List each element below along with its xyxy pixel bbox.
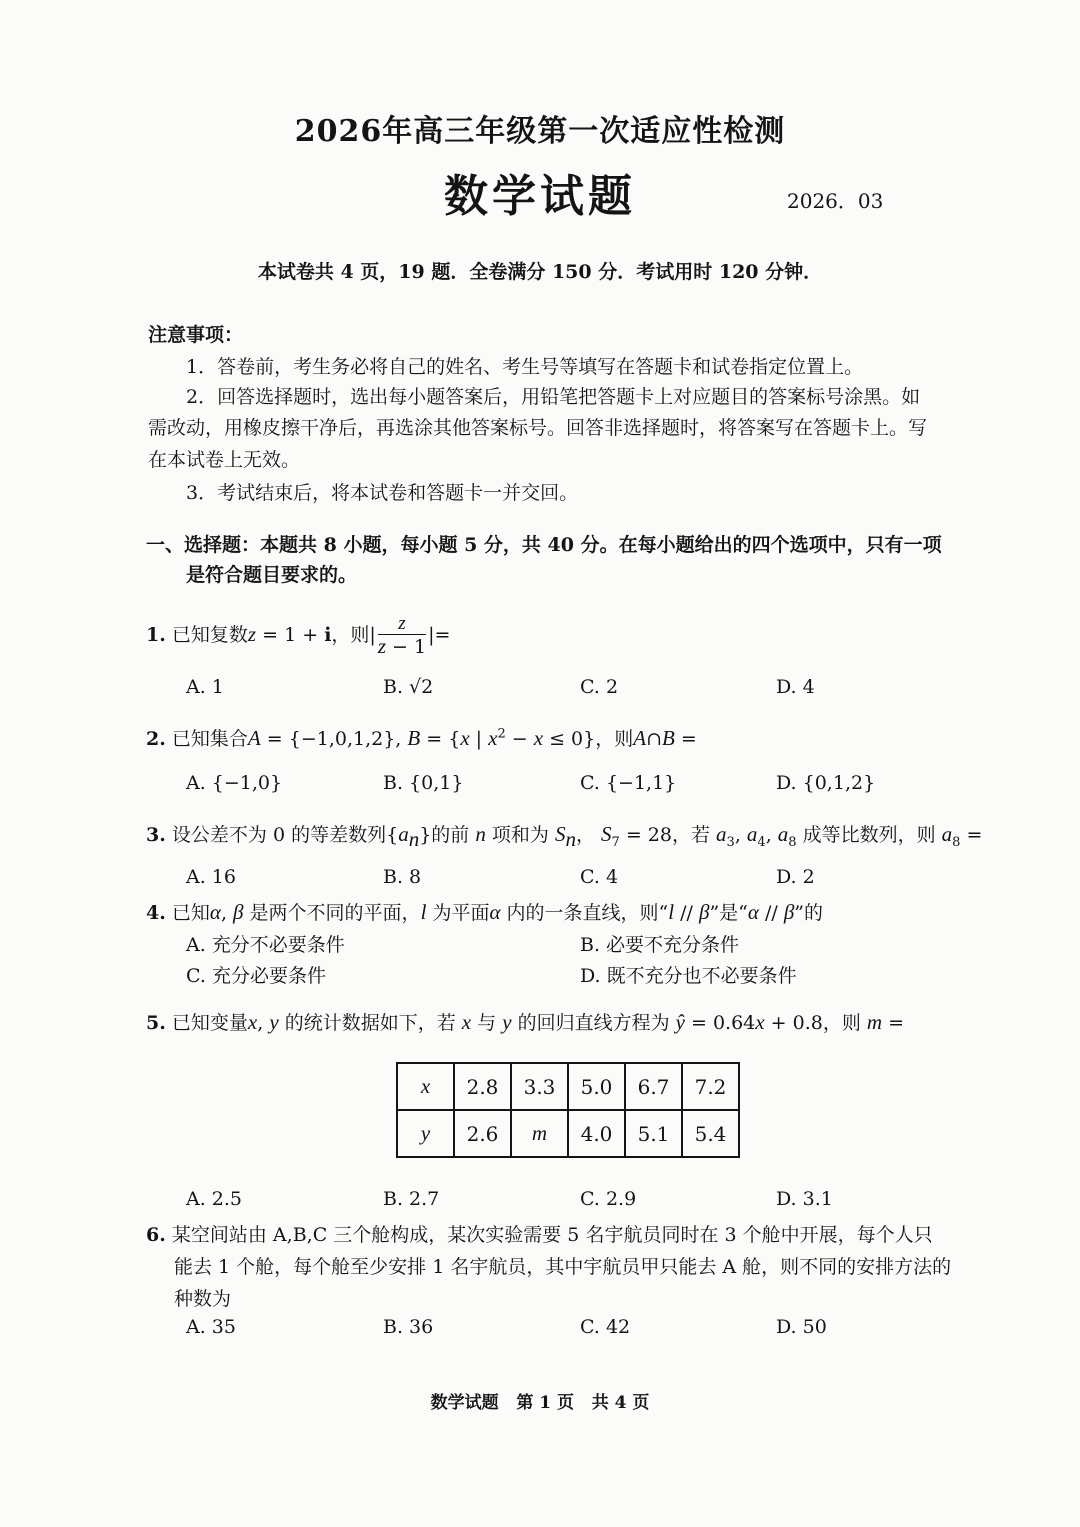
- table-cell: 2.8: [454, 1063, 511, 1110]
- q5-option-b: B. 2.7: [383, 1188, 440, 1210]
- question-6-line2: 能去 1 个舱，每个舱至少安排 1 名宇航员，其中宇航员甲只能去 A 舱，则不同的安排方法的: [174, 1256, 952, 1278]
- q1-option-a: A. 1: [186, 676, 224, 698]
- q1-option-b: B. √2: [383, 676, 434, 698]
- q6-option-a: A. 35: [186, 1316, 236, 1338]
- q4-option-c: C. 充分必要条件: [186, 965, 326, 987]
- table-cell: 5.1: [625, 1110, 682, 1157]
- table-cell: 7.2: [682, 1063, 739, 1110]
- subject-title: 数学试题: [444, 171, 636, 222]
- q1-option-d: D. 4: [776, 676, 815, 698]
- q5-option-a: A. 2.5: [186, 1188, 243, 1210]
- question-4: 4. 已知α, β 是两个不同的平面，l 为平面α 内的一条直线，则“l // β”是“α // β”的: [146, 900, 824, 924]
- note-3: 3．考试结束后，将本试卷和答题卡一并交回。: [186, 482, 579, 504]
- statistics-table: [396, 1062, 740, 1158]
- table-cell: 5.4: [682, 1110, 739, 1157]
- q6-option-b: B. 36: [383, 1316, 434, 1338]
- table-cell: 3.3: [511, 1063, 568, 1110]
- q2-option-b: B. {0,1}: [383, 772, 464, 794]
- q4-option-a: A. 充分不必要条件: [186, 934, 345, 956]
- q6-option-c: C. 42: [580, 1316, 631, 1338]
- table-cell: 4.0: [568, 1110, 625, 1157]
- table-cell: m: [511, 1110, 568, 1157]
- q6-option-d: D. 50: [776, 1316, 827, 1338]
- q2-option-a: A. {−1,0}: [186, 772, 283, 794]
- q5-option-c: C. 2.9: [580, 1188, 637, 1210]
- q4-option-b: B. 必要不充分条件: [580, 934, 740, 956]
- q1-option-c: C. 2: [580, 676, 619, 698]
- question-5: 5. 已知变量x, y 的统计数据如下，若 x 与 y 的回归直线方程为 ŷ = 0.64x + 0.8，则 m =: [146, 1010, 905, 1034]
- exam-date: 2026．03: [787, 189, 884, 213]
- q3-option-b: B. 8: [383, 866, 422, 888]
- question-6-line3: 种数为: [174, 1288, 232, 1310]
- note-2-line2: 需改动，用橡皮擦干净后，再选涂其他答案标号。回答非选择题时，将答案写在答题卡上。写: [148, 417, 928, 439]
- q2-option-c: C. {−1,1}: [580, 772, 677, 794]
- question-2: 2. 已知集合A = {−1,0,1,2}, B = {x | $x^2 - x \le 0$}，则A∩B =: [146, 726, 697, 750]
- section-1-heading-cont: 是符合题目要求的。: [186, 564, 358, 586]
- table-row: [397, 1110, 739, 1157]
- table-cell: 6.7: [625, 1063, 682, 1110]
- exam-title: 2026年高三年级第一次适应性检测: [294, 114, 786, 149]
- q3-option-c: C. 4: [580, 866, 619, 888]
- notes-heading: 注意事项：: [148, 324, 244, 346]
- table-cell: y: [397, 1110, 454, 1157]
- table-cell: 2.6: [454, 1110, 511, 1157]
- q3-option-a: A. 16: [186, 866, 236, 888]
- note-1: 1．答卷前，考生务必将自己的姓名、考生号等填写在答题卡和试卷指定位置上。: [186, 356, 864, 378]
- question-6: 6. 某空间站由 A,B,C 三个舱构成，某次实验需要 5 名宇航员同时在 3 个舱中开展，每个人只: [146, 1224, 933, 1246]
- q3-option-d: D. 2: [776, 866, 815, 888]
- question-number: 1.: [146, 623, 166, 646]
- q2-option-d: D. {0,1,2}: [776, 772, 876, 794]
- table-cell: x: [397, 1063, 454, 1110]
- table-row: [397, 1063, 739, 1110]
- section-1-heading: 一、选择题：本题共 8 小题，每小题 5 分，共 40 分。在每小题给出的四个选项中，只有一项: [146, 534, 942, 556]
- table-cell: 5.0: [568, 1063, 625, 1110]
- exam-info: 本试卷共 4 页，19 题．全卷满分 150 分．考试用时 120 分钟．: [257, 261, 823, 283]
- note-2-line3: 在本试卷上无效。: [148, 449, 301, 471]
- page-footer: 数学试题 第 1 页 共 4 页: [430, 1393, 650, 1413]
- question-1: 1. 已知复数z = 1 + i，则| $\frac{z}{z - 1}$ |=: [146, 613, 451, 658]
- note-2-line1: 2．回答选择题时，选出每小题答案后，用铅笔把答题卡上对应题目的答案标号涂黑。如: [186, 386, 921, 408]
- q4-option-d: D. 既不充分也不必要条件: [580, 965, 797, 987]
- question-3: 3. 设公差不为 0 的等差数列$\{a_n\}$的前 n 项和为 $S_n$， $S_7 = 28$，若 $a_3$, $a_4$, $a_8$ 成等比数列，则 $a_8$ =: [146, 822, 983, 851]
- q5-option-d: D. 3.1: [776, 1188, 833, 1210]
